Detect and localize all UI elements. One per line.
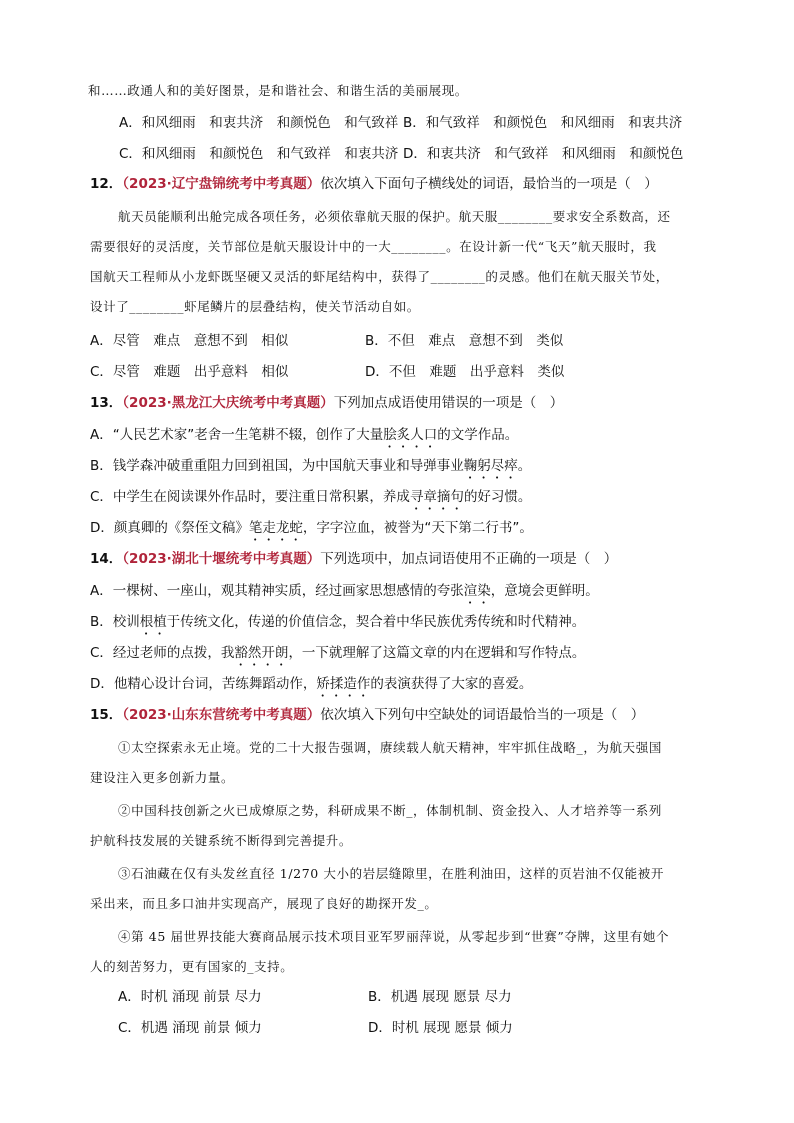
question-13-option-a [90, 425, 518, 451]
previous-option-b: B．和气致祥 和颜悦色 和风细雨 和衷共济 [403, 115, 683, 131]
question-14-option-b [90, 612, 585, 638]
option-text: B．校训 [90, 614, 140, 630]
question-12-option-b: B．不但 难点 意想不到 类似 [365, 333, 564, 349]
question-14-option-c [90, 643, 585, 669]
question-12-header [90, 174, 658, 194]
question-15-option-d: D．时机 展现 愿景 倾力 [368, 1020, 513, 1036]
dotted-word: 矫揉造作 [316, 676, 371, 692]
question-12-passage-line: 航天员能顺利出舱完成各项任务，必须依靠航天服的保护。航天服________要求安全系数高，还 [118, 209, 671, 224]
question-stem: 依次填入下列句中空缺处的词语最恰当的一项是（ ） [320, 707, 645, 723]
option-text: ，字字泣血，被誉为“天下第二行书”。 [302, 520, 533, 536]
question-12-option-c: C．尽管 难题 出乎意料 相似 [90, 364, 289, 380]
option-text: C．中学生在阅读课外作品时，要注重日常积累，养成 [90, 489, 410, 505]
question-number: 13． [90, 395, 123, 411]
question-15-item-line: 建设注入更多创新力量。 [90, 770, 235, 785]
question-13-header [90, 393, 563, 413]
option-text: 的好习惯。 [463, 489, 532, 505]
question-12-option-a: A．尽管 难点 意想不到 相似 [90, 333, 289, 349]
option-text: D．他精心设计台词，苦练舞蹈动作， [90, 676, 317, 692]
question-15-header [90, 705, 644, 725]
dotted-idiom: 脍炙人口 [383, 427, 438, 443]
question-12-passage-line: 需要很好的灵活度，关节部位是航天服设计中的一大________。在设计新一代“飞天”航天服时，我 [90, 239, 657, 254]
option-text: 的文学作品。 [437, 427, 519, 443]
question-number: 14． [90, 551, 123, 567]
question-15-item-line: ①太空探索永无止境。党的二十大报告强调，赓续载人航天精神，牢牢抓住战略_，为航天强国 [118, 740, 662, 755]
question-number: 15． [90, 707, 123, 723]
question-14-option-a [90, 581, 599, 607]
question-15-option-a: A．时机 涌现 前景 尽力 [118, 989, 262, 1005]
question-15-item-line: ③石油藏在仅有头发丝直径 1/270 大小的岩层缝隙里，在胜利油田，这样的页岩油不仅能被开 [118, 866, 664, 881]
dotted-word: 豁然开朗 [234, 645, 289, 661]
question-source: （2023·山东东营统考中考真题） [122, 707, 321, 723]
question-13-option-d [90, 518, 533, 544]
question-13-option-c [90, 487, 531, 513]
previous-option-a: A．和风细雨 和衷共济 和颜悦色 和气致祥 [119, 115, 399, 131]
option-text: ，意境会更鲜明。 [490, 583, 599, 599]
question-stem: 下列加点成语使用错误的一项是（ ） [333, 395, 564, 411]
previous-option-c: C．和风细雨 和颜悦色 和气致祥 和衷共济 [119, 146, 399, 162]
dotted-idiom: 鞠躬尽瘁 [463, 458, 518, 474]
question-stem: 依次填入下面句子横线处的词语，最恰当的一项是（ ） [320, 176, 658, 192]
question-15-item-line: ②中国科技创新之火已成燎原之势，科研成果不断_，体制机制、资金投入、人才培养等一系列 [118, 803, 662, 818]
question-15-option-b: B．机遇 展现 愿景 尽力 [368, 989, 512, 1005]
question-15-item-line: 采出来，而且多口油井实现高产，展现了良好的勘探开发_。 [90, 896, 438, 911]
option-text: A．“人民艺术家”老舍一生笔耕不辍，创作了大量 [90, 427, 384, 443]
question-source: （2023·辽宁盘锦统考中考真题） [122, 176, 321, 192]
option-text: ，一下就理解了这篇文章的内在逻辑和写作特点。 [288, 645, 586, 661]
question-12-passage-line: 国航天工程师从小龙虾既坚硬又灵活的虾尾结构中，获得了________的灵感。他们在航天服关节处， [90, 269, 669, 284]
option-text: D．颜真卿的《祭侄文稿》 [90, 520, 249, 536]
option-text: 于传统文化，传递的价值信念，契合着中华民族优秀传统和时代精神。 [166, 614, 586, 630]
question-source: （2023·黑龙江大庆统考中考真题） [122, 395, 334, 411]
option-text: B．钱学森冲破重重阻力回到祖国，为中国航天事业和导弹事业 [90, 458, 464, 474]
option-text: 的表演获得了大家的喜爱。 [370, 676, 533, 692]
previous-option-d: D．和衷共济 和气致祥 和风细雨 和颜悦色 [403, 146, 684, 162]
question-14-header [90, 549, 617, 569]
question-12-option-d: D．不但 难题 出乎意料 类似 [365, 364, 565, 380]
dotted-word: 渲染 [463, 583, 491, 599]
option-text: 。 [517, 458, 532, 474]
question-12-passage-line: 设计了________虾尾鳞片的层叠结构，使关节活动自如。 [90, 299, 420, 314]
question-stem: 下列选项中，加点词语使用不正确的一项是（ ） [320, 551, 618, 567]
option-text: C．经过老师的点拨，我 [90, 645, 235, 661]
question-15-option-c: C．机遇 涌现 前景 倾力 [118, 1020, 262, 1036]
question-15-item-line: ④第 45 届世界技能大赛商品展示技术项目亚军罗丽萍说，从零起步到“世赛”夺牌，这里有她个 [118, 929, 670, 944]
dotted-word: 根植 [139, 614, 167, 630]
previous-passage-tail: 和……政通人和的美好图景，是和谐社会、和谐生活的美丽展现。 [88, 83, 468, 98]
dotted-idiom: 笔走龙蛇 [248, 520, 303, 536]
question-number: 12． [90, 176, 123, 192]
question-14-option-d [90, 674, 532, 700]
question-15-item-line: 人的刻苦努力，更有国家的_支持。 [90, 959, 294, 974]
question-source: （2023·湖北十堰统考中考真题） [122, 551, 321, 567]
option-text: A．一棵树、一座山，观其精神实质，经过画家思想感情的夸张 [90, 583, 464, 599]
question-13-option-b [90, 456, 531, 482]
question-15-item-line: 护航科技发展的关键系统不断得到完善提升。 [90, 833, 353, 848]
dotted-idiom: 寻章摘句 [409, 489, 464, 505]
